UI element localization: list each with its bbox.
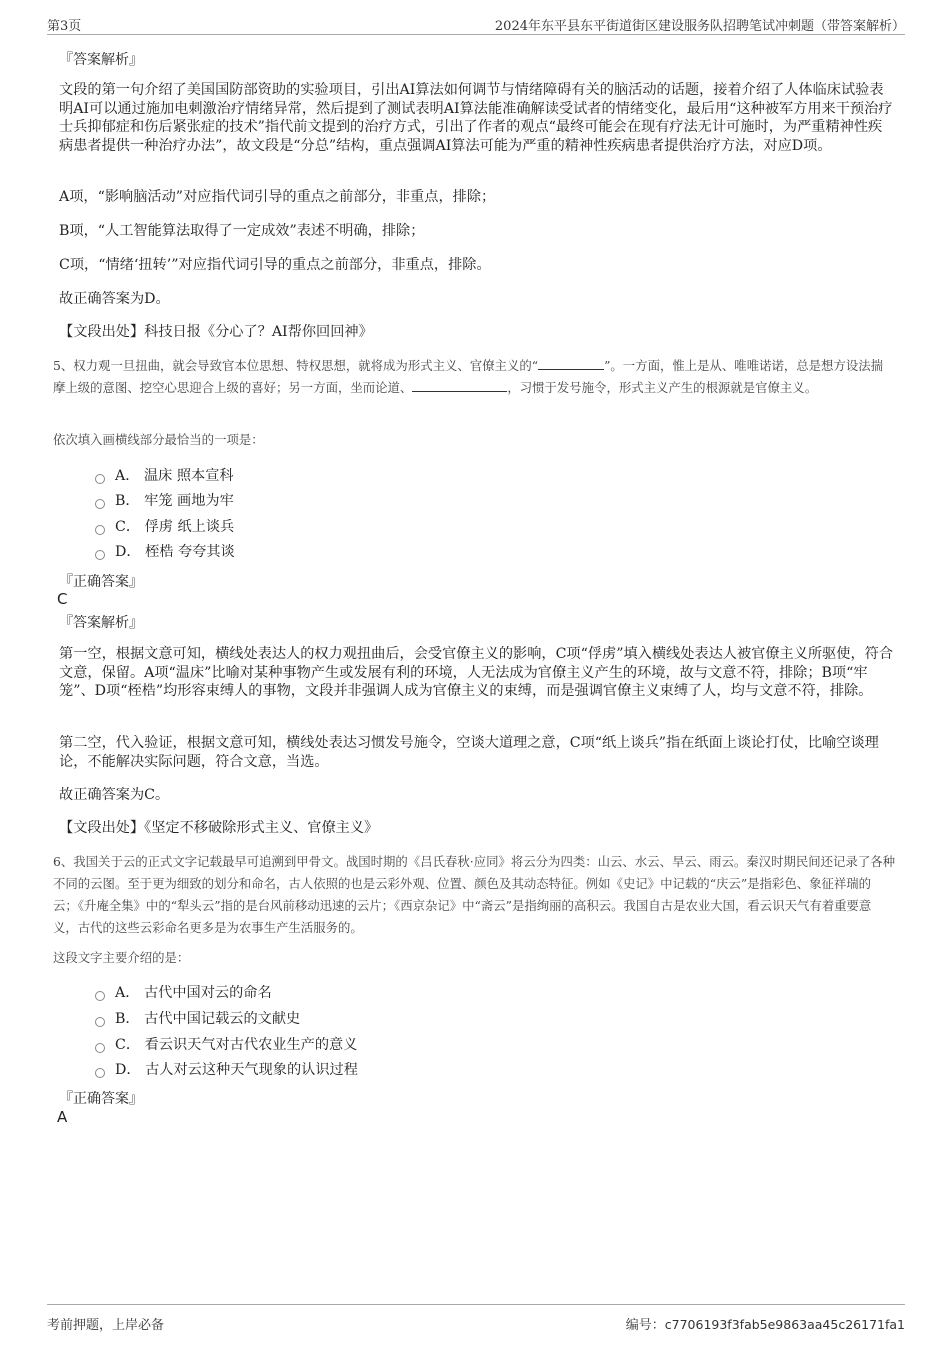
correct-answer: A	[57, 1108, 68, 1126]
document-title: 2024年东平县东平街道街区建设服务队招聘笔试冲刺题（带答案解析）	[494, 19, 905, 34]
option-d[interactable]: D． 桎梏 夸夸其谈	[95, 542, 235, 562]
conclusion: 故正确答案为D。	[59, 291, 170, 307]
analysis-option-a: A项，“影响脑活动”对应指代词引导的重点之前部分，非重点，排除；	[59, 189, 496, 205]
option-a[interactable]: A． 古代中国对云的命名	[95, 983, 272, 1003]
option-d[interactable]: D． 古人对云这种天气现象的认识过程	[95, 1060, 358, 1080]
correct-answer-label: 『正确答案』	[59, 1091, 143, 1107]
conclusion: 故正确答案为C。	[59, 787, 170, 803]
analysis-paragraph-2: 第二空，代入验证，根据文意可知，横线处表达习惯发号施令，空谈大道理之意，C项“纸上谈兵”指在纸面上谈论打仗，比喻空谈理论，不能解决实际问题，符合文意，当选。	[59, 735, 879, 770]
radio-icon[interactable]	[95, 1043, 105, 1053]
question-6-text: 6、我国关于云的正式文字记载最早可追溯到甲骨文。战国时期的《吕氏春秋·应同》将云分为四类：山云、水云、旱云、雨云。秦汉时期民间还记录了各种不同的云图。至于更为细致的划分和命名，古人依照的也是云彩外观、位置、颜色及其动态特征。例如《史记》中记载的“庆云”是指彩色、象征祥瑞的云；《升庵全集》中的“犁头云”指的是台风前移动迅速的云片；《西京杂记》中“斋云”是指绚丽的高积云。我国自古是农业大国，看云识天气有着重要意义，古代的这些云彩命名更多是为农事生产生活服务的。	[53, 854, 895, 935]
source-citation: 【文段出处】《坚定不移破除形式主义、官僚主义》	[59, 820, 379, 836]
correct-answer-label: 『正确答案』	[59, 574, 143, 590]
question-6-prompt: 这段文字主要介绍的是：	[53, 950, 190, 965]
question-5-text: 5、权力观一旦扭曲，就会导致官本位思想、特权思想，就将成为形式主义、官僚主义的“ ”。一方面，惟上是从、唯唯诺诺，总是想方设法揣摩上级的意图、挖空心思迎合上级的喜好；另一方面，坐而论道、 ，习惯于发号施令，形式主义产生的根源就是官僚主义。	[53, 358, 883, 395]
radio-icon[interactable]	[95, 991, 105, 1001]
question-5-prompt: 依次填入画横线部分最恰当的一项是：	[53, 432, 264, 447]
source-citation: 【文段出处】科技日报《分心了？AI帮你回回神》	[59, 324, 373, 340]
fill-blank-2	[412, 379, 507, 392]
radio-icon[interactable]	[95, 499, 105, 509]
radio-icon[interactable]	[95, 1017, 105, 1027]
footer-slogan: 考前押题，上岸必备	[47, 1318, 165, 1333]
analysis-paragraph: 文段的第一句介绍了美国国防部资助的实验项目，引出AI算法如何调节与情绪障碍有关的脑活动的话题，接着介绍了人体临床试验表明AI可以通过施加电刺激治疗情绪异常，然后提到了测试表明AI算法能准确解读受试者的情绪变化，最后用“这种被军方用来干预治疗士兵抑郁症和伤后紧张症的技术”指代前文提到的治疗方式，引出了作者的观点“最终可能会在现有疗法无计可施时，为严重精神性疾病患者提供一种治疗办法”，故文段是“分总”结构，重点强调AI算法可能为严重的精神性疾病患者提供治疗方法，对应D项。	[59, 82, 893, 154]
option-a[interactable]: A． 温床 照本宣科	[95, 466, 234, 486]
page-number: 第3页	[47, 19, 82, 34]
option-c[interactable]: C． 俘虏 纸上谈兵	[95, 517, 234, 537]
radio-icon[interactable]	[95, 1068, 105, 1078]
radio-icon[interactable]	[95, 474, 105, 484]
page-header	[47, 12, 905, 35]
option-c[interactable]: C． 看云识天气对古代农业生产的意义	[95, 1035, 357, 1055]
document-id: 编号：c7706193f3fab5e9863aa45c26171fa1	[625, 1317, 905, 1333]
option-b[interactable]: B． 古代中国记载云的文献史	[95, 1009, 300, 1029]
analysis-label: 『答案解析』	[59, 615, 143, 631]
option-b[interactable]: B． 牢笼 画地为牢	[95, 491, 234, 511]
analysis-label: 『答案解析』	[59, 52, 143, 68]
analysis-option-b: B项，“人工智能算法取得了一定成效”表述不明确，排除；	[59, 223, 425, 239]
page-footer	[47, 1304, 905, 1331]
analysis-paragraph-1: 第一空，根据文意可知，横线处表达人的权力观扭曲后，会受官僚主义的影响，C项“俘虏”填入横线处表达人被官僚主义所驱使，符合文意，保留。A项“温床”比喻对某种事物产生或发展有利的环境，人无法成为官僚主义产生的环境，故与文意不符，排除；B项“牢笼”、D项“桎梏”均形容束缚人的事物，文段并非强调人成为官僚主义的束缚，而是强调官僚主义束缚了人，均与文意不符，排除。	[59, 646, 894, 699]
analysis-option-c: C项，“情绪‘扭转’”对应指代词引导的重点之前部分，非重点，排除。	[59, 257, 491, 273]
radio-icon[interactable]	[95, 550, 105, 560]
radio-icon[interactable]	[95, 525, 105, 535]
correct-answer: C	[57, 590, 68, 608]
fill-blank-1	[538, 357, 604, 370]
